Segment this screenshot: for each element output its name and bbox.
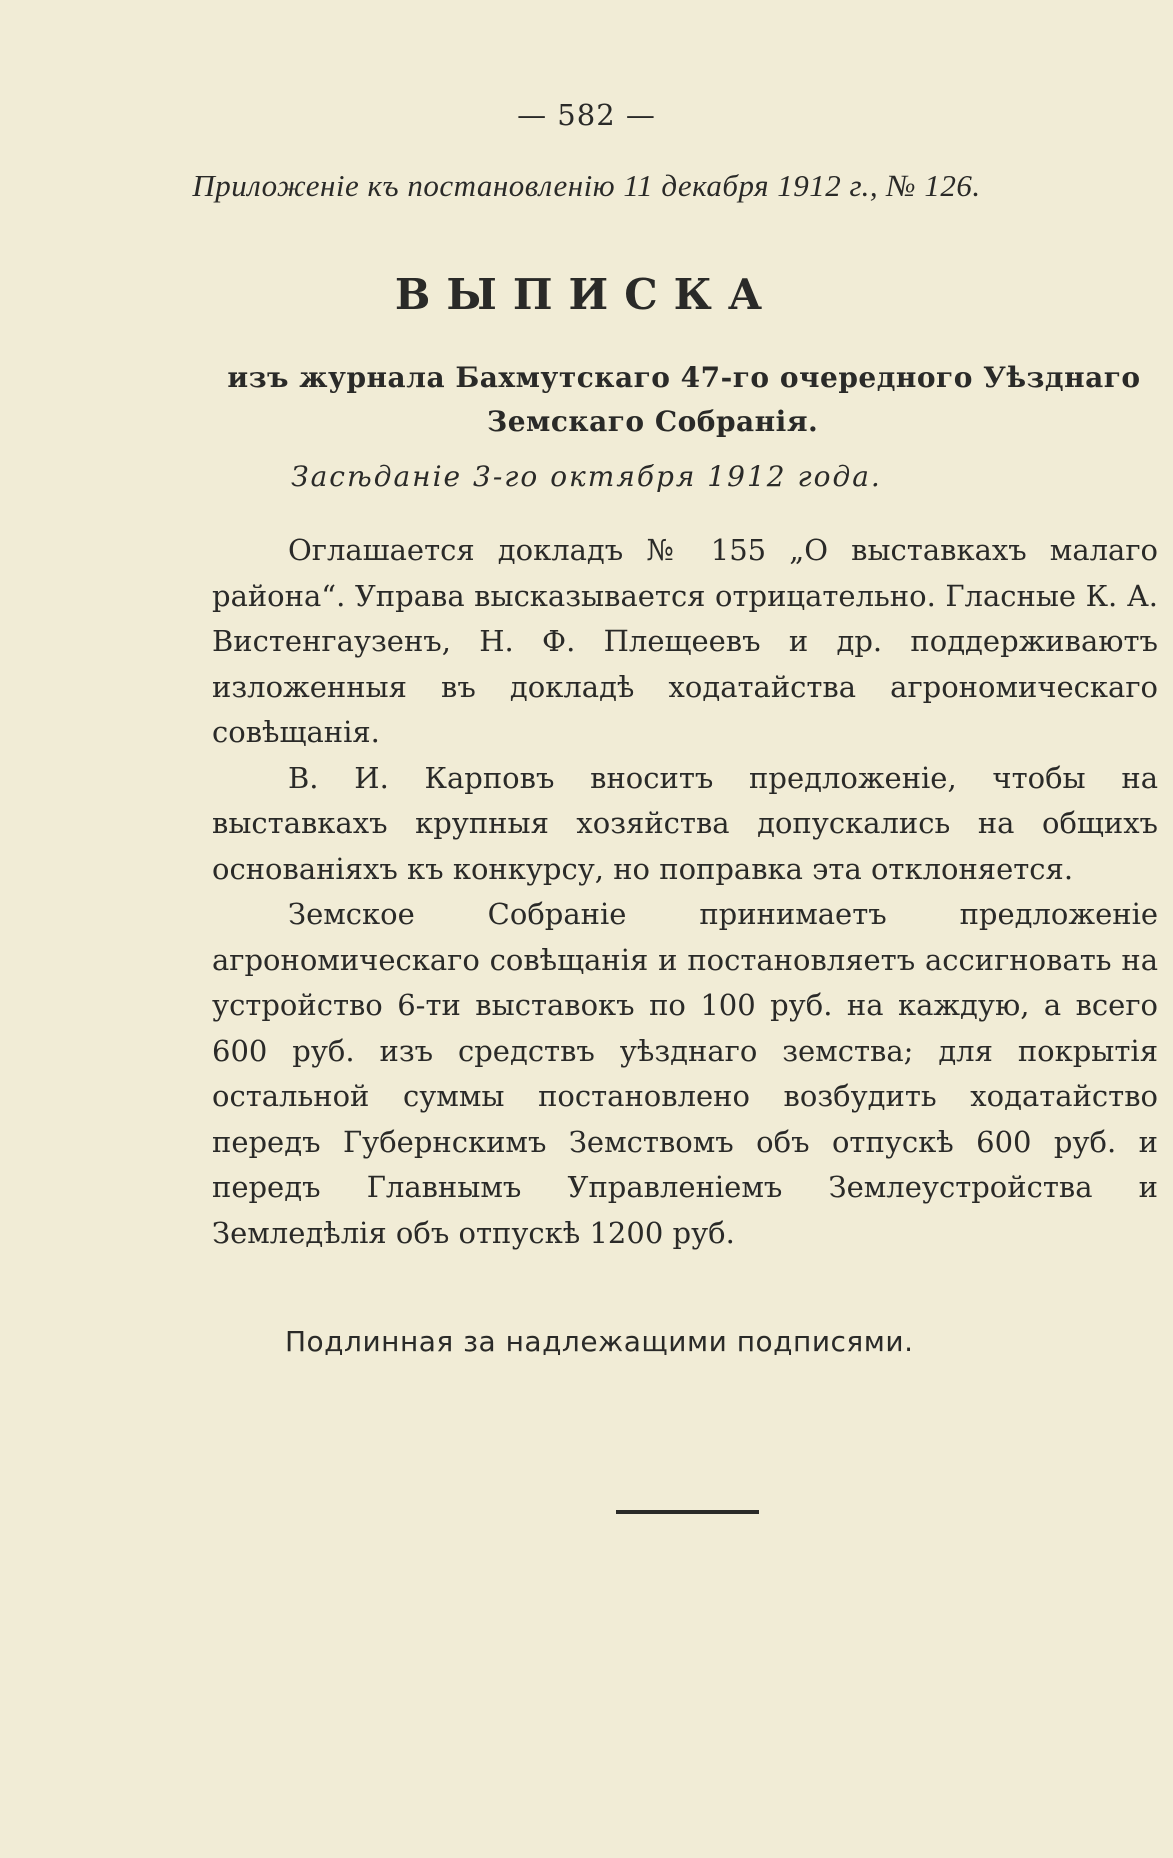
signature-note: Подлинная за надлежащими подписями. <box>285 1325 914 1358</box>
appendix-note: Приложеніе къ постановленію 11 декабря 1912 г., № 126. <box>192 168 981 203</box>
paragraph-1: Оглашается докладъ № 155 „О выставкахъ малаго района“. Управа высказывается отрицательно. Гласные К. А. Вистенгаузенъ, Н. Ф. Плещеевъ и др. поддерживаютъ изложенныя въ докладѣ ходатайства агрономическаго совѣщанія. <box>212 533 1158 749</box>
document-title: ВЫПИСКА <box>394 270 779 319</box>
subtitle-line-2: Земскаго Собранія. <box>487 405 819 438</box>
paragraph-2: В. И. Карповъ вноситъ предложеніе, чтобы на выставкахъ крупныя хозяйства допускались на общихъ основаніяхъ къ конкурсу, но поправка эта отклоняется. <box>212 760 1158 886</box>
end-rule <box>616 1510 759 1514</box>
document-subtitle <box>209 356 1159 444</box>
body-text <box>212 528 1158 1256</box>
subtitle-line-1: изъ журнала Бахмутскаго 47-го очередного Уѣзднаго <box>227 361 1141 394</box>
session-heading: Засѣданіе 3-го октября 1912 года. <box>291 460 882 493</box>
page-number: — 582 — <box>517 98 656 132</box>
paragraph-3: Земское Собраніе принимаетъ предложеніе агрономическаго совѣщанія и постановляетъ ассигновать на устройство 6-ти выставокъ по 100 руб. на каждую, а всего 600 руб. изъ средствъ уѣзднаго земства; для покрытія остальной суммы постановлено возбудить ходатайство передъ Губернскимъ Земствомъ объ отпускѣ 600 руб. и передъ Главнымъ Управленіемъ Землеустройства и Земледѣлія объ отпускѣ 1200 руб. <box>212 897 1158 1250</box>
